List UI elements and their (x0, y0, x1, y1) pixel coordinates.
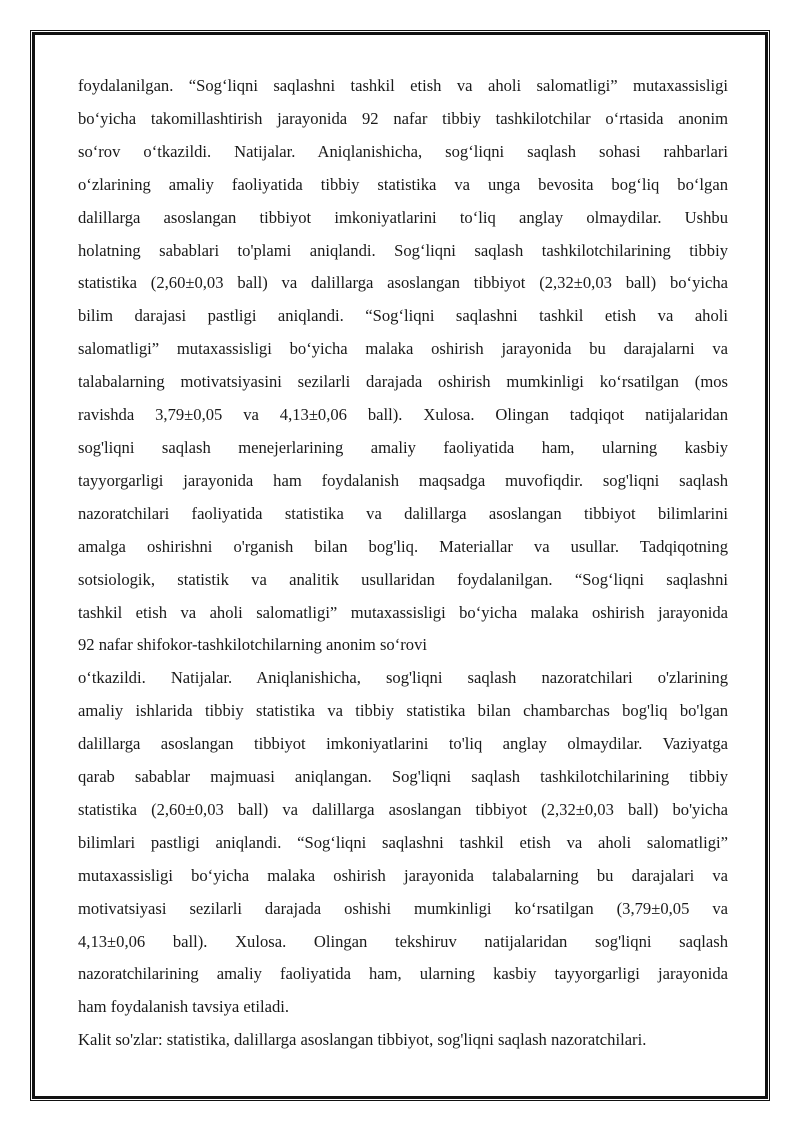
keywords-line: Kalit so'zlar: statistika, dalillarga asoslangan tibbiyot, sog'liqni saqlash nazoratchilari. (78, 1030, 647, 1050)
text-line: bo‘yicha takomillashtirish jarayonida 92 nafar tibbiy tashkilotchilar o‘rtasida anonim (78, 108, 728, 128)
text-line: ravishda 3,79±0,05 va 4,13±0,06 ball). Xulosa. Olingan tadqiqot natijalaridan (78, 405, 728, 425)
text-line: amalga oshirishni o'rganish bilan bog'liq. Materiallar va usullar. Tadqiqotning (78, 536, 728, 556)
text-line: foydalanilgan. “Sog‘liqni saqlashni tashkil etish va aholi salomatligi” mutaxassisligi (78, 76, 728, 95)
text-line: motivatsiyasi sezilarli darajada oshishi mumkinligi ko‘rsatilgan (3,79±0,05 va (78, 898, 728, 918)
text-line: mutaxassisligi bo‘yicha malaka oshirish jarayonida talabalarning bu darajalari va (78, 865, 728, 885)
text-line: statistika (2,60±0,03 ball) va dalillarga asoslangan tibbiyot (2,32±0,03 ball) bo'yicha (78, 799, 728, 819)
abstract-text (78, 70, 728, 1057)
text-line: dalillarga asoslangan tibbiyot imkoniyatlarini to‘liq anglay olmaydilar. Ushbu (78, 207, 728, 227)
text-line: talabalarning motivatsiyasini sezilarli darajada oshirish mumkinligi ko‘rsatilgan (mos (78, 372, 728, 392)
text-line: ham foydalanish tavsiya etiladi. (78, 997, 290, 1017)
text-line: sotsiologik, statistik va analitik usullaridan foydalanilgan. “Sog‘liqni saqlashni (78, 569, 728, 589)
text-line: o‘zlarining amaliy faoliyatida tibbiy statistika va unga bevosita bog‘liq bo‘lgan (78, 174, 728, 194)
text-line: bilim darajasi pastligi aniqlandi. “Sog‘liqni saqlashni tashkil etish va aholi (78, 306, 728, 326)
text-line: tayyorgarligi jarayonida ham foydalanish maqsadga muvofiqdir. sog'liqni saqlash (78, 470, 728, 490)
text-line: holatning sabablari to'plami aniqlandi. Sog‘liqni saqlash tashkilotchilarining tibbiy (78, 240, 728, 260)
text-line: o‘tkazildi. Natijalar. Aniqlanishicha, sog'liqni saqlash nazoratchilari o'zlarining (78, 668, 728, 688)
text-line: amaliy ishlarida tibbiy statistika va tibbiy statistika bilan chambarchas bog'liq bo'lgan (78, 701, 728, 721)
text-line: dalillarga asoslangan tibbiyot imkoniyatlarini to'liq anglay olmaydilar. Vaziyatga (78, 734, 728, 754)
text-line: bilimlari pastligi aniqlandi. “Sog‘liqni saqlashni tashkil etish va aholi salomatligi” (78, 832, 728, 852)
text-line: 4,13±0,06 ball). Xulosa. Olingan tekshiruv natijalaridan sog'liqni saqlash (78, 931, 728, 951)
text-line: salomatligi” mutaxassisligi bo‘yicha malaka oshirish jarayonida bu darajalarni va (78, 339, 728, 359)
text-line: tashkil etish va aholi salomatligi” mutaxassisligi bo‘yicha malaka oshirish jarayonida (78, 602, 728, 622)
text-line: nazoratchilari faoliyatida statistika va dalillarga asoslangan tibbiyot bilimlarini (78, 503, 728, 523)
text-line: sog'liqni saqlash menejerlarining amaliy faoliyatida ham, ularning kasbiy (78, 437, 728, 457)
text-line: 92 nafar shifokor-tashkilotchilarning anonim so‘rovi (78, 635, 427, 655)
text-line: qarab sabablar majmuasi aniqlangan. Sog'liqni saqlash tashkilotchilarining tibbiy (78, 767, 728, 787)
text-line: statistika (2,60±0,03 ball) va dalillarga asoslangan tibbiyot (2,32±0,03 ball) bo‘yicha (78, 273, 728, 293)
text-line: so‘rov o‘tkazildi. Natijalar. Aniqlanishicha, sog‘liqni saqlash sohasi rahbarlari (78, 141, 728, 161)
text-line: nazoratchilarining amaliy faoliyatida ham, ularning kasbiy tayyorgarligi jarayonida (78, 964, 728, 984)
